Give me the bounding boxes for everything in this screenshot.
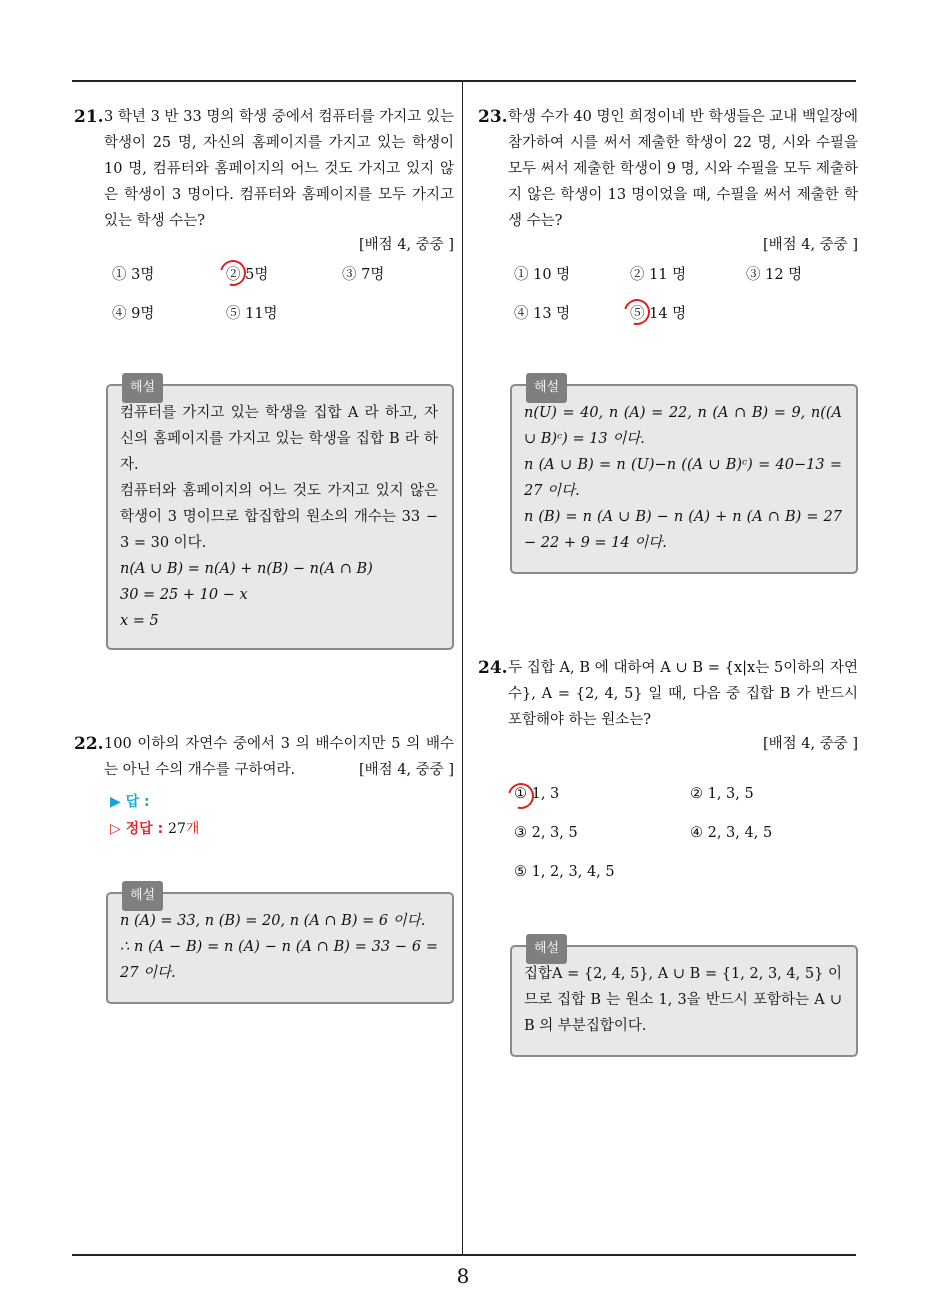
question-number: 22.	[74, 734, 104, 754]
explanation-line: 30 = 25 + 10 − x	[120, 587, 248, 603]
explanation-box	[106, 380, 454, 650]
correct-unit: 개	[185, 821, 200, 837]
question-22	[74, 731, 454, 783]
option-2[interactable]: ② 11 명	[630, 267, 687, 283]
top-rule	[72, 80, 856, 82]
question-24	[478, 655, 858, 757]
score-label: [배점 4, 중중 ]	[358, 762, 454, 778]
explanation-line: 집합A = {2, 4, 5}, A ∪ B = {1, 2, 3, 4, 5} 이므로 집합 B 는 원소 1, 3을 반드시 포함하는 A ∪ B 의 부분집합이다.	[524, 966, 842, 1034]
explanation-label: 해설	[122, 881, 163, 911]
correct-value: 27	[168, 821, 186, 837]
question-text: 3 학년 3 반 33 명의 학생 중에서 컴퓨터를 가지고 있는 학생이 25 명, 자신의 홈페이지를 가지고 있는 학생이 10 명, 컴퓨터와 홈페이지의 어느 것도 가지고 있지 않은 학생이 3 명이다. 컴퓨터와 홈페이지를 모두 가지고 있는 학생 수는?	[104, 109, 454, 229]
question-text: 100 이하의 자연수 중에서 3 의 배수이지만 5 의 배수는 아닌 수의 개수를 구하여라.	[104, 736, 454, 778]
explanation-label: 해설	[526, 934, 567, 964]
explanation-line: n (A ∪ B) = n (U)−n ((A ∪ B)ᶜ) = 40−13 = 27 이다.	[524, 457, 842, 499]
correct-label: ▷ 정답 :	[110, 821, 164, 837]
option-2[interactable]: ② 5명	[226, 267, 269, 283]
explanation-line: n(U) = 40, n (A) = 22, n (A ∩ B) = 9, n((A ∪ B)ᶜ) = 13 이다.	[524, 405, 842, 447]
option-3[interactable]: ③ 12 명	[746, 267, 803, 283]
explanation-box	[106, 888, 454, 1004]
option-4[interactable]: ④ 9명	[112, 306, 155, 322]
column-divider	[462, 82, 463, 1256]
question-23	[478, 104, 858, 258]
question-text: 학생 수가 40 명인 희정이네 반 학생들은 교내 백일장에 참가하여 시를 써서 제출한 학생이 22 명, 시와 수필을 모두 써서 제출한 학생이 9 명, 시와 수필을 모두 제출하지 않은 학생이 13 명이었을 때, 수필을 써서 제출한 학생 수는?	[508, 109, 858, 229]
explanation-line: n (A) = 33, n (B) = 20, n (A ∩ B) = 6 이다.	[120, 913, 426, 929]
option-1[interactable]: ① 10 명	[514, 267, 571, 283]
question-number: 23.	[478, 107, 508, 127]
question-21	[74, 104, 454, 258]
explanation-label: 해설	[526, 373, 567, 403]
option-3[interactable]: ③ 2, 3, 5	[514, 825, 578, 841]
explanation-label: 해설	[122, 373, 163, 403]
explanation-line: n(A ∪ B) = n(A) + n(B) − n(A ∩ B)	[120, 561, 373, 577]
option-4[interactable]: ④ 13 명	[514, 306, 571, 322]
explanation-box	[510, 941, 858, 1057]
question-number: 24.	[478, 658, 508, 678]
option-1[interactable]: ① 1, 3	[514, 786, 560, 802]
explanation-line: n (B) = n (A ∪ B) − n (A) + n (A ∩ B) = 27 − 22 + 9 = 14 이다.	[524, 509, 842, 551]
option-5[interactable]: ⑤ 11명	[226, 306, 278, 322]
option-4[interactable]: ④ 2, 3, 4, 5	[690, 825, 773, 841]
page-number: 8	[456, 1264, 470, 1288]
score-label: [배점 4, 중중 ]	[358, 237, 454, 253]
score-label: [배점 4, 중중 ]	[762, 736, 858, 752]
answer-label: ▶ 답 :	[110, 794, 150, 810]
option-1[interactable]: ① 3명	[112, 267, 155, 283]
correct-answer	[110, 818, 199, 838]
explanation-box	[510, 380, 858, 574]
explanation-line: 컴퓨터와 홈페이지의 어느 것도 가지고 있지 않은 학생이 3 명이므로 합집합의 원소의 개수는 33 − 3 = 30 이다.	[120, 483, 438, 551]
score-label: [배점 4, 중중 ]	[762, 237, 858, 253]
option-5[interactable]: ⑤ 1, 2, 3, 4, 5	[514, 864, 615, 880]
option-3[interactable]: ③ 7명	[342, 267, 385, 283]
explanation-line: x = 5	[120, 613, 159, 629]
bottom-rule	[72, 1254, 856, 1256]
option-5[interactable]: ⑤ 14 명	[630, 306, 687, 322]
question-number: 21.	[74, 107, 104, 127]
explanation-line: 컴퓨터를 가지고 있는 학생을 집합 A 라 하고, 자신의 홈페이지를 가지고 있는 학생을 집합 B 라 하자.	[120, 405, 438, 473]
question-text: 두 집합 A, B 에 대하여 A ∪ B = {x|x는 5이하의 자연수}, A = {2, 4, 5} 일 때, 다음 중 집합 B 가 반드시 포함해야 하는 원소는?	[508, 660, 858, 728]
option-2[interactable]: ② 1, 3, 5	[690, 786, 754, 802]
explanation-line: ∴ n (A − B) = n (A) − n (A ∩ B) = 33 − 6 = 27 이다.	[120, 939, 438, 981]
